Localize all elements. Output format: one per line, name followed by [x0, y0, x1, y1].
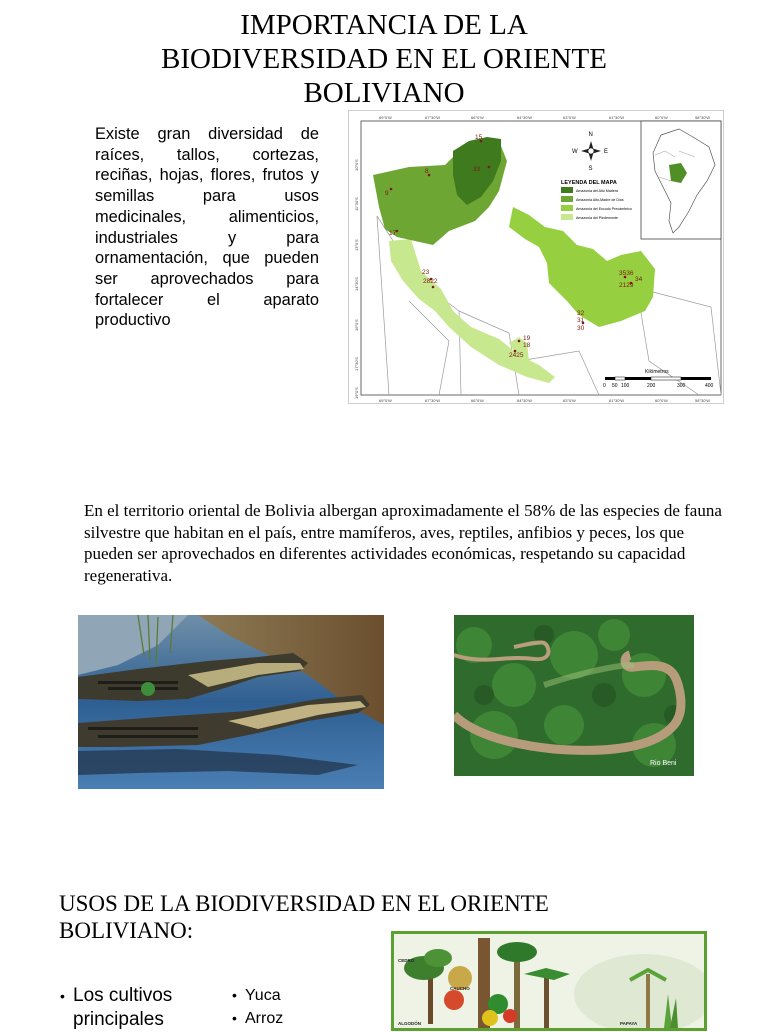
site-label-19: 19 [523, 335, 531, 342]
crops-list [232, 984, 332, 1030]
site-label-34: 34 [635, 276, 643, 283]
scale-tick-50: 50 [612, 383, 618, 389]
compass-e: E [604, 149, 609, 155]
site-label-31: 31 [577, 317, 585, 324]
crops-illustration [391, 931, 707, 1031]
south-america-inset [641, 121, 721, 239]
lon-label-6: 61°30'W [609, 115, 625, 120]
site-label-18: 18 [523, 342, 531, 349]
fauna-paragraph: En el territorio oriental de Bolivia albergan aproximadamente el 58% de las especies de fauna silvestre que habitan en el país, entre mamíferos, aves, reptiles, anfibios y peces, los que pueden ser aprovechados en diferentes actividades económicas, respetando su capacidad regenerativa. [84, 501, 722, 585]
river-watermark: Rio Beni [650, 760, 677, 767]
list-item [232, 984, 332, 1007]
lat-label-2: 11°30'S [354, 197, 359, 211]
lon-label-b3: 66°0'W [471, 398, 484, 403]
site-label-9: 9 [385, 190, 389, 197]
lon-label-b5: 63°0'W [563, 398, 576, 403]
lon-label-8: 58°30'W [695, 115, 711, 120]
lon-label-b2: 67°30'W [425, 398, 441, 403]
legend-item-2: Amazonia Alto-Madre de Dios [576, 198, 624, 202]
label-cedro: CEDRO [398, 958, 415, 963]
lat-label-5: 16°0'S [354, 319, 359, 331]
list-item [232, 1007, 332, 1030]
site-label-23: 23 [422, 269, 430, 276]
lat-label-7: 19°0'S [354, 387, 359, 399]
biodiversity-map [348, 110, 724, 404]
site-label-2129: 2129 [619, 282, 634, 289]
site-label-8: 8 [425, 168, 429, 175]
label-caucho: CAUCHO [450, 986, 470, 991]
lon-label-3: 66°0'W [471, 115, 484, 120]
caiman-photo [78, 615, 384, 789]
bullet-icon: • [60, 988, 65, 1004]
site-label-15: 15 [475, 134, 483, 141]
lon-label-4: 64°30'W [517, 115, 533, 120]
page-title [60, 8, 708, 110]
lon-label-b1: 69°0'W [379, 398, 392, 403]
lon-label-b6: 61°30'W [609, 398, 625, 403]
usos-title-line-1: USOS DE LA BIODIVERSIDAD EN EL ORIENTE [59, 891, 549, 916]
intro-paragraph: Existe gran diversidad de raíces, tallos, cortezas, reciñas, hojas, flores, frutos y semillas para usos medicinales, alimenticios, industriales y para ornamentación, que pueden ser aprovechados para fortalecer el aparato productivo [95, 125, 319, 330]
compass-w: W [572, 149, 578, 155]
scale-tick-0: 0 [603, 383, 606, 389]
site-label-2822: 2822 [423, 278, 438, 285]
lon-label-2: 67°30'W [425, 115, 441, 120]
site-label-30: 30 [577, 325, 585, 332]
lon-label-7: 60°0'W [655, 115, 668, 120]
scale-tick-100: 100 [621, 383, 630, 389]
bullet-text-cultivos: Los cultivos principales [73, 985, 173, 1030]
legend-title: LEYENDA DEL MAPA [561, 180, 617, 186]
lon-label-b4: 64°30'W [517, 398, 533, 403]
site-label-17: 17 [389, 230, 397, 237]
lat-label-3: 13°0'S [354, 239, 359, 251]
legend-item-1: Amazonia del Alto Madera [576, 189, 618, 193]
usos-title-line-2: BOLIVIANO: [59, 918, 194, 943]
site-label-2425: 2425 [509, 352, 524, 359]
title-line-1: IMPORTANCIA DE LA [240, 9, 528, 41]
title-line-3: BOLIVIANO [303, 77, 465, 109]
compass-n: N [588, 132, 593, 138]
title-line-2: BIODIVERSIDAD EN EL ORIENTE [161, 43, 607, 75]
label-papaya: PAPAYA [620, 1021, 638, 1026]
lat-label-1: 10°0'S [354, 159, 359, 171]
scale-label: Kilómetros [645, 369, 669, 375]
compass-s: S [588, 166, 593, 172]
river-forest-photo [454, 615, 694, 776]
main-crops-list [60, 984, 210, 1032]
bullet-icon: • [232, 987, 237, 1003]
lat-label-6: 17°30'S [354, 357, 359, 371]
bullet-text-arroz: Arroz [245, 1010, 284, 1027]
site-label-32: 32 [577, 310, 585, 317]
scale-tick-400: 400 [705, 383, 714, 389]
lon-label-b8: 58°30'W [695, 398, 711, 403]
list-item [60, 984, 210, 1032]
site-label-33: 33 [473, 166, 481, 173]
lon-label-b7: 60°0'W [655, 398, 668, 403]
site-label-3536: 3536 [619, 270, 634, 277]
legend-item-3: Amazonia del Escudo Precámbrico [576, 207, 632, 211]
lon-label-1: 69°0'W [379, 115, 392, 120]
lat-label-4: 14°30'S [354, 277, 359, 291]
label-algodon: ALGODÓN [398, 1021, 421, 1026]
scale-tick-200: 200 [647, 383, 656, 389]
legend-item-4: Amazonia del Piedemonte [576, 216, 618, 220]
bullet-text-yuca: Yuca [245, 987, 281, 1004]
bullet-icon: • [232, 1010, 237, 1026]
lon-label-5: 63°0'W [563, 115, 576, 120]
scale-tick-300: 300 [677, 383, 686, 389]
